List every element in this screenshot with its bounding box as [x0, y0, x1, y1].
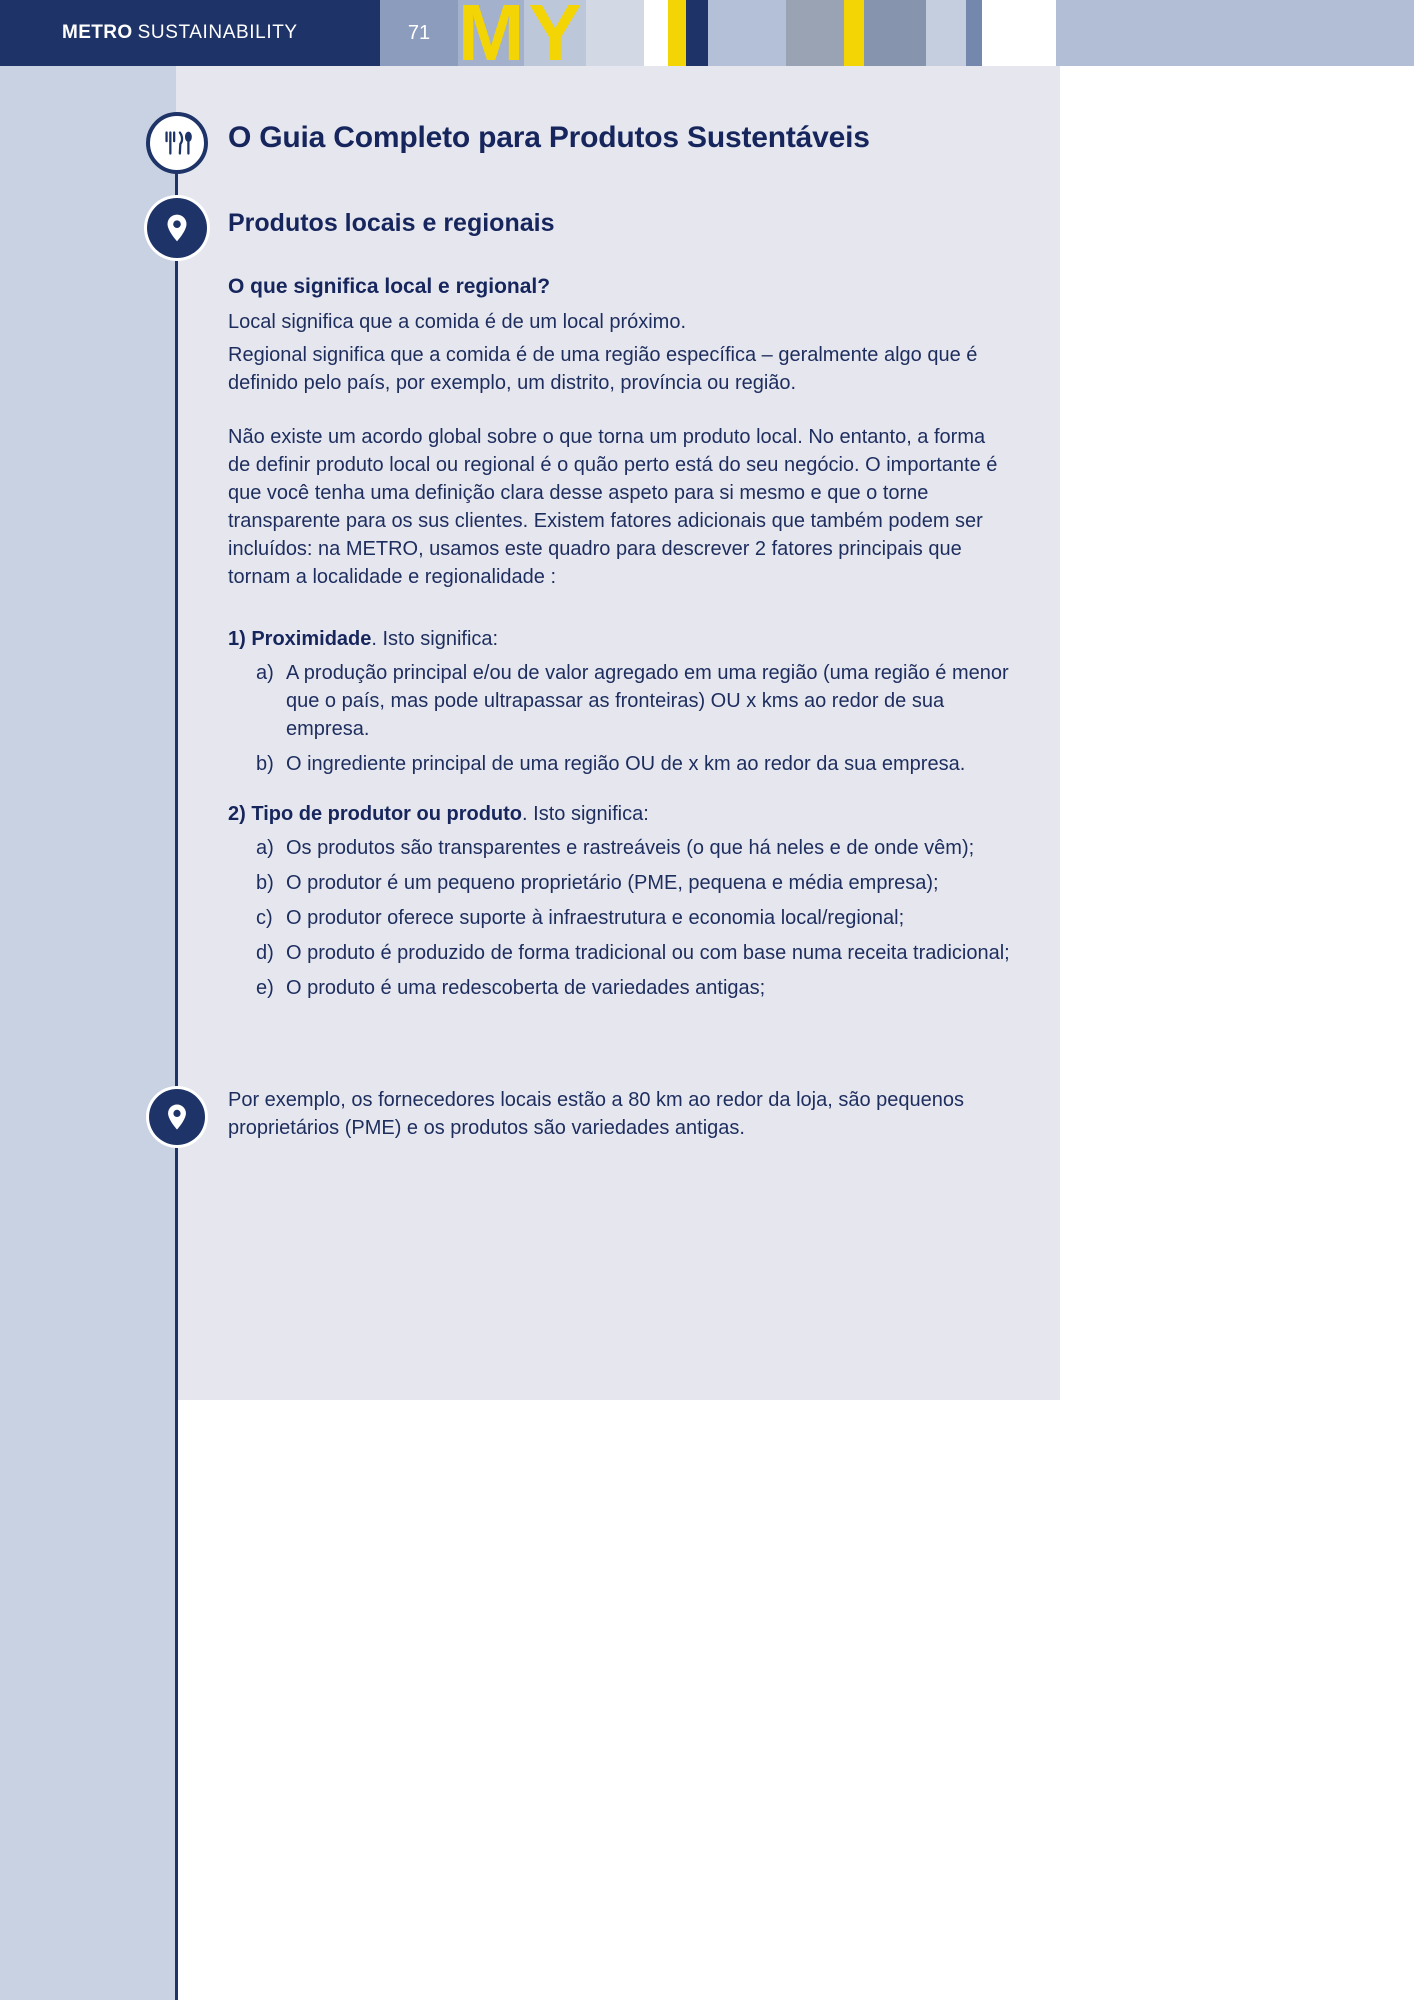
factor-1-label: 1) Proximidade [228, 628, 372, 650]
page-number-stripe [380, 0, 458, 66]
list-marker: e) [256, 977, 274, 999]
deco-stripe [586, 0, 644, 66]
paragraph-definition: Não existe um acordo global sobre o que torna um produto local. No entanto, a forma de definir produto local ou regional é o quão perto está do seu negócio. O importante é que você tenha uma definição clara desse aspeto para si mesmo e que o torne transparente para os sus clientes. Existem fatores adicionais que também podem ser incluídos: na METRO, usamos este quadro para descrever 2 fatores principais que tornam a localidade e regionalidade : [228, 426, 998, 588]
brand-sustainability: SUSTAINABILITY [137, 22, 298, 43]
brand-metro: METRO [62, 22, 133, 43]
list-text: O produtor oferece suporte à infraestrutura e economia local/regional; [286, 907, 905, 929]
factor-2-label: 2) Tipo de produtor ou produto [228, 803, 523, 825]
list-marker: a) [256, 837, 274, 859]
header-brand-block [0, 0, 380, 66]
deco-letter-m: M [458, 0, 524, 66]
list-marker: b) [256, 872, 274, 894]
list-text: O ingrediente principal de uma região OU de x km ao redor da sua empresa. [286, 753, 966, 775]
timeline-line [175, 116, 178, 2000]
list-marker: c) [256, 907, 273, 929]
subheading: O que significa local e regional? [228, 275, 551, 298]
header-deco-stripes [380, 0, 1414, 66]
list-text: O produto é uma redescoberta de variedades antigas; [286, 977, 766, 999]
page-title: O Guia Completo para Produtos Sustentáveis [228, 121, 870, 154]
cutlery-icon [146, 112, 208, 174]
deco-stripe [668, 0, 686, 66]
list-text: O produto é produzido de forma tradicional ou com base numa receita tradicional; [286, 942, 1010, 964]
deco-stripe [686, 0, 708, 66]
location-pin-icon [149, 1089, 205, 1145]
deco-stripe [708, 0, 786, 66]
list-item [256, 834, 1012, 862]
list-text: O produtor é um pequeno proprietário (PME, pequena e média empresa); [286, 872, 939, 894]
list-text: Os produtos são transparentes e rastreáveis (o que há neles e de onde vêm); [286, 837, 975, 859]
page-header [0, 0, 1414, 66]
deco-stripe [926, 0, 966, 66]
list-marker: d) [256, 942, 274, 964]
list-text: A produção principal e/ou de valor agregado em uma região (uma região é menor que o país, mas pode ultrapassar as fronteiras) OU x kms ao redor de sua empresa. [286, 662, 1009, 740]
section-title: Produtos locais e regionais [228, 209, 555, 237]
paragraph-local: Local significa que a comida é de um local próximo. [228, 311, 687, 333]
list-item [256, 659, 1012, 743]
deco-stripe [1056, 0, 1414, 66]
factor-1-heading [228, 625, 1012, 653]
main-content [228, 120, 1012, 1009]
deco-stripe [844, 0, 864, 66]
list-item [256, 750, 1012, 778]
list-marker: b) [256, 753, 274, 775]
left-margin-column [0, 66, 176, 2000]
list-item [256, 904, 1012, 932]
deco-stripe [982, 0, 1056, 66]
deco-stripe [644, 0, 668, 66]
deco-stripe [864, 0, 926, 66]
list-item [256, 869, 1012, 897]
list-item [256, 939, 1012, 967]
factor-2-suffix: . Isto significa: [522, 803, 649, 825]
deco-stripe [786, 0, 844, 66]
deco-stripe [966, 0, 982, 66]
example-note: Por exemplo, os fornecedores locais estão a 80 km ao redor da loja, são pequenos proprietários (PME) e os produtos são variedades antigas. [228, 1089, 964, 1139]
page-number: 71 [407, 21, 431, 44]
factor-1-list [256, 659, 1012, 778]
paragraph-regional: Regional significa que a comida é de uma região específica – geralmente algo que é definido pelo país, por exemplo, um distrito, província ou região. [228, 344, 978, 394]
factor-2-heading [228, 800, 1012, 828]
factor-1-suffix: . Isto significa: [371, 628, 499, 650]
deco-letter-y: Y [524, 0, 586, 66]
factor-2-list [256, 834, 1012, 1002]
list-marker: a) [256, 662, 274, 684]
list-item [256, 974, 1012, 1002]
location-pin-icon [147, 198, 207, 258]
